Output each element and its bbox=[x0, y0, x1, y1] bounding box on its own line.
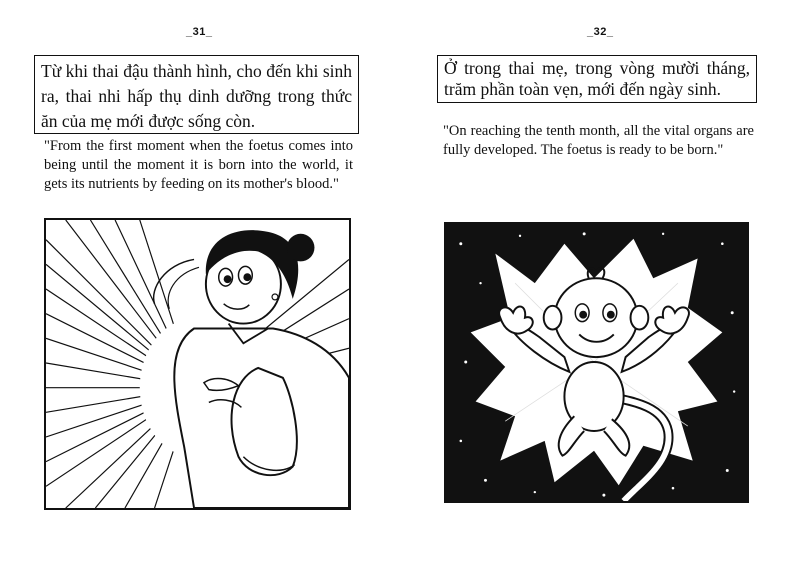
baby-illustration-panel bbox=[444, 222, 749, 503]
pregnant-mother-illustration bbox=[46, 220, 349, 508]
english-caption: "On reaching the tenth month, all the vital organs are fully developed. The foetus is ready to be born." bbox=[443, 123, 754, 158]
vietnamese-caption-box: Từ khi thai đậu thành hình, cho đến khi sinh ra, thai nhi hấp thụ dinh dưỡng trong thức ăn của mẹ mới được sống còn. bbox=[34, 55, 359, 134]
english-caption: "From the first moment when the foetus comes into being until the moment it is born into the world, it gets its nutrients by feeding on its mother's blood." bbox=[44, 138, 353, 192]
vietnamese-caption-box: Ở trong thai mẹ, trong vòng mười tháng, trăm phần toàn vẹn, mới đến ngày sinh. bbox=[437, 55, 757, 103]
mother-illustration-panel bbox=[44, 218, 351, 510]
page-number: _31_ bbox=[186, 26, 213, 38]
newborn-baby-illustration bbox=[446, 224, 747, 501]
page-number: _32_ bbox=[587, 26, 614, 38]
right-page bbox=[400, 0, 800, 566]
